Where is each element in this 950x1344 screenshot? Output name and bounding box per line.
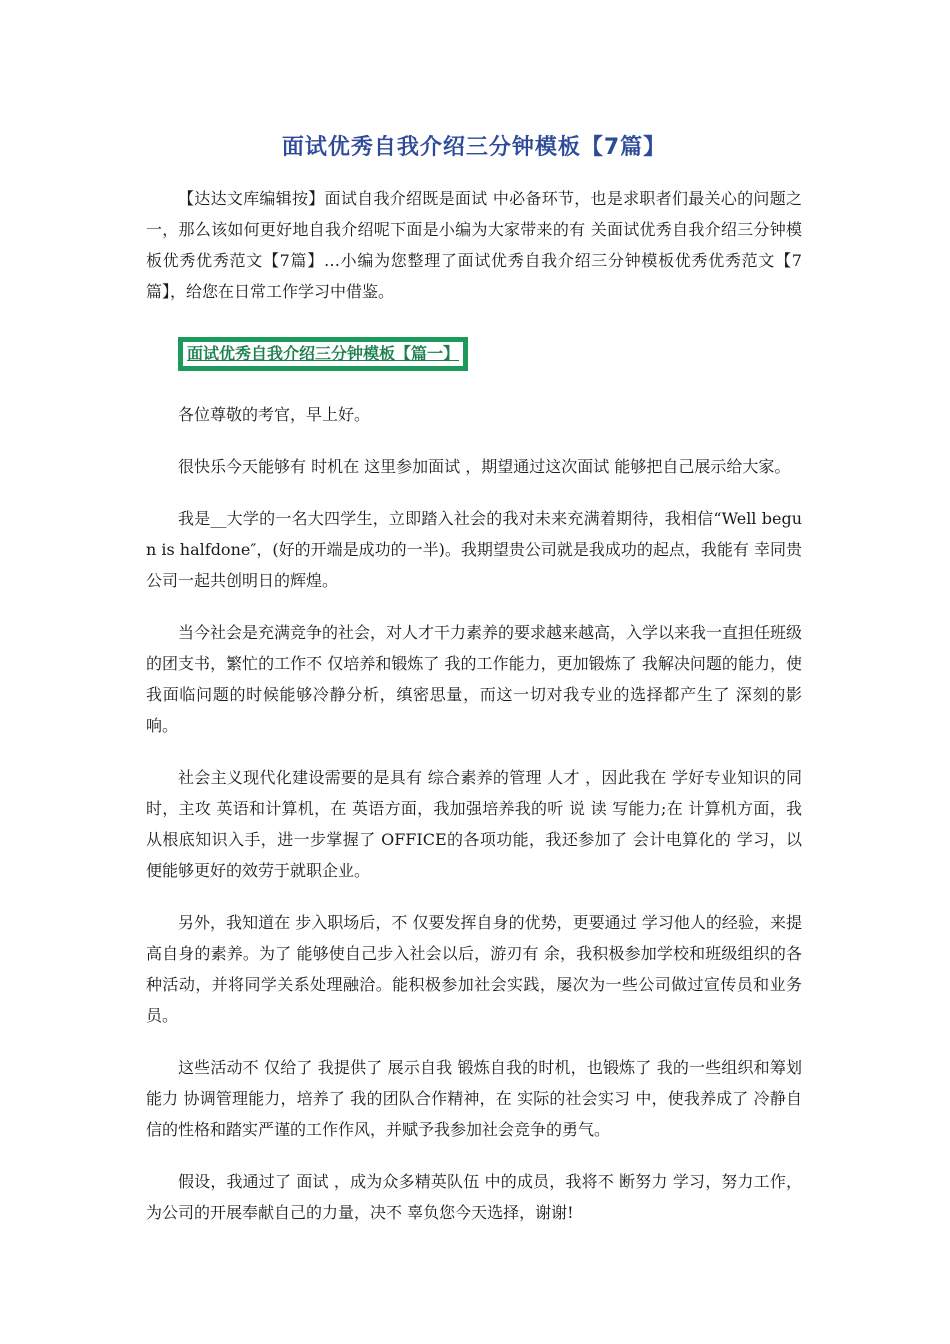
section-body [146, 399, 802, 1228]
body-paragraph: 假设，我通过了 面试 ，成为众多精英队伍 中的成员，我将不 断努力 学习，努力工作，为公司的开展奉献自己的力量，决不 辜负您今天选择，谢谢! [146, 1172, 802, 1222]
section-heading-box [178, 337, 468, 371]
intro-paragraph: 【达达文库编辑按】面试自我介绍既是面试 中必备环节，也是求职者们最关心的问题之一，那么该如何更好地自我介绍呢下面是小编为大家带来的有 关面试优秀自我介绍三分钟模板优秀优秀范文【7篇】…小编为您整理了面试优秀自我介绍三分钟模板优秀优秀范文【7篇】，给您在日常工作学习中借鉴。 [146, 189, 802, 301]
document-page [146, 130, 802, 1249]
body-paragraph: 这些活动不 仅给了 我提供了 展示自我 锻炼自我的时机，也锻炼了 我的一些组织和筹划能力 协调管理能力，培养了 我的团队合作精神，在 实际的社会实习 中，使我养成了 冷静自信的性格和踏实严谨的工作作风，并赋予我参加社会竞争的勇气。 [146, 1058, 802, 1139]
section-heading-1[interactable]: 面试优秀自我介绍三分钟模板【篇一】 [187, 344, 460, 363]
body-paragraph: 很快乐今天能够有 时机在 这里参加面试 ，期望通过这次面试 能够把自己展示给大家。 [178, 457, 791, 476]
body-paragraph: 社会主义现代化建设需要的是具有 综合素养的管理 人才 ，因此我在 学好专业知识的同时，主攻 英语和计算机，在 英语方面，我加强培养我的听 说 读 写能力;在 计算机方面，我从根底知识入手，进一步掌握了 OFFICE的各项功能，我还参加了 会计电算化的 学习，以便能够更好的效劳于就职企业。 [146, 768, 802, 880]
body-paragraph: 另外，我知道在 步入职场后，不 仅要发挥自身的优势，更要通过 学习他人的经验，来提高自身的素养。为了 能够使自己步入社会以后，游刃有 余，我积极参加学校和班级组织的各种活动，并将同学关系处理融洽。能积极参加社会实践，屡次为一些公司做过宣传员和业务员。 [146, 913, 802, 1025]
body-paragraph: 当今社会是充满竞争的社会，对人才干力素养的要求越来越高，入学以来我一直担任班级的团支书，繁忙的工作不 仅培养和锻炼了 我的工作能力，更加锻炼了 我解决问题的能力，使我面临问题的时候能够冷静分析，缜密思量，而这一切对我专业的选择都产生了 深刻的影响。 [146, 623, 803, 735]
document-title: 面试优秀自我介绍三分钟模板【7篇】 [281, 135, 667, 160]
body-paragraph: 各位尊敬的考官，早上好。 [178, 405, 371, 424]
body-paragraph: 我是__大学的一名大四学生，立即踏入社会的我对未来充满着期待，我相信“Well begun is halfdone″，(好的开端是成功的一半)。我期望贵公司就是我成功的起点，我能有 幸同贵公司一起共创明日的辉煌。 [146, 509, 802, 590]
